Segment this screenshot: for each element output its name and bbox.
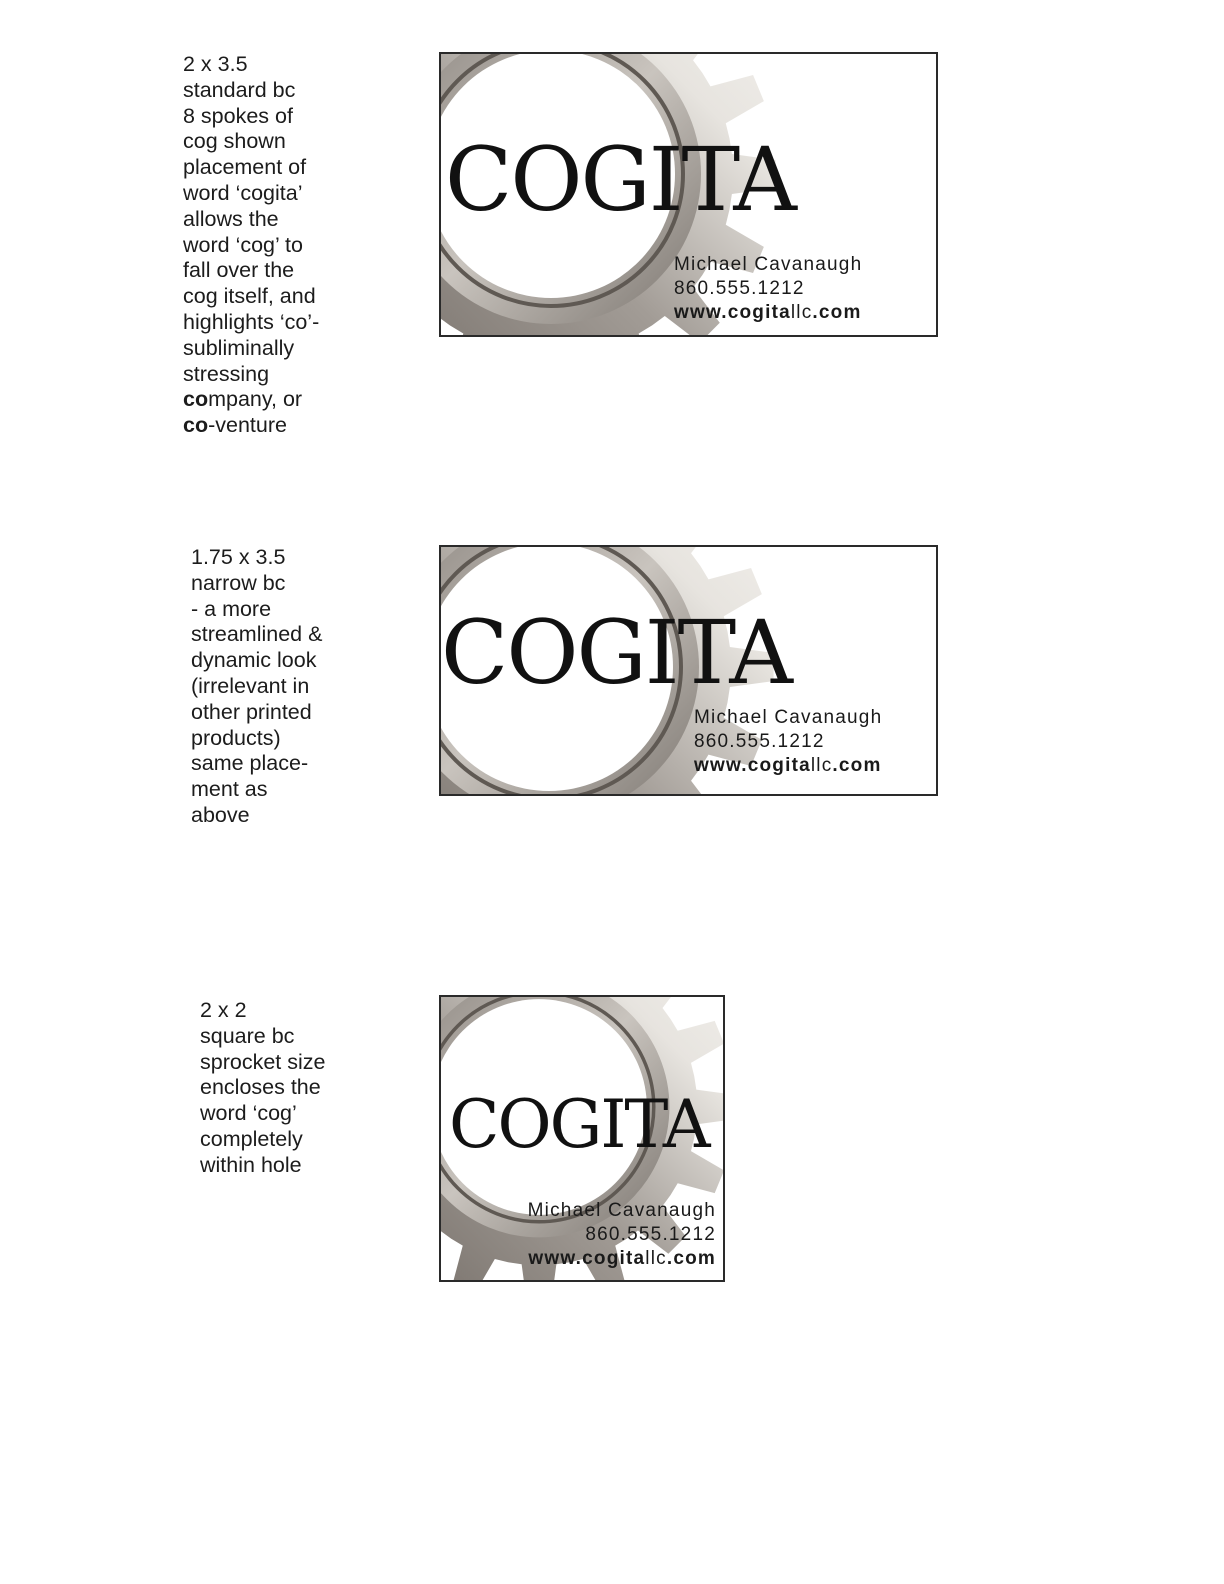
note-text: placement of [183,155,307,180]
note-emphasis: co [183,413,209,438]
note-line [183,78,319,104]
wordmark: COGITA [445,128,795,231]
note-line [200,1050,325,1076]
contact-phone: 860.555.1212 [694,731,825,752]
note-line [183,207,319,233]
note-text: subliminally [183,335,295,360]
note-line [191,597,322,623]
contact-phone: 860.555.1212 [674,278,805,299]
note-line [183,387,319,413]
note-text: square bc [200,1023,295,1048]
note-line [191,571,322,597]
note-line [200,1127,325,1153]
note-line [183,336,319,362]
contact-block [528,1199,716,1271]
note-line [191,751,322,777]
note-text: allows the [183,206,279,231]
note-text: within hole [200,1152,302,1177]
note-line [191,726,322,752]
note-line [183,52,319,78]
note-text: word ‘cogita’ [183,180,303,205]
note-text: sprocket size [200,1049,326,1074]
note-text: 2 x 3.5 [183,52,248,76]
note-line [183,258,319,284]
note-line [200,1101,325,1127]
note-text: streamlined & [191,622,323,647]
note-line [191,803,322,829]
note-line [191,622,322,648]
note-line [183,129,319,155]
note-text: dynamic look [191,648,317,673]
note-line [183,310,319,336]
note-line [191,545,322,571]
contact-block [694,706,882,778]
contact-name: Michael Cavanaugh [674,254,863,275]
note-text: word ‘cog’ [200,1101,297,1126]
note-line [183,233,319,259]
note-text: other printed [191,699,312,724]
note-text: -venture [208,413,287,438]
note-text: cog shown [183,129,286,154]
note-line [183,104,319,130]
contact-name: Michael Cavanaugh [527,1200,716,1221]
note-line [183,181,319,207]
note-text: 1.75 x 3.5 [191,545,286,569]
note-text: products) [191,725,281,750]
note-text: narrow bc [191,570,286,595]
note-line [200,1024,325,1050]
note-line [183,284,319,310]
note-text: completely [200,1126,303,1151]
note-line [183,155,319,181]
note-line [200,1075,325,1101]
note-text: ment as [191,777,268,802]
note-line [191,777,322,803]
note-square-card [200,998,325,1179]
wordmark: COGITA [441,601,791,704]
note-text: - a more [191,596,272,621]
business-card-narrow [439,545,938,796]
note-line [183,413,319,439]
note-line [183,362,319,388]
note-text: word ‘cog’ to [183,232,303,257]
note-standard-card [183,52,319,439]
note-line [191,700,322,726]
note-emphasis: co [183,387,209,412]
note-text: stressing [183,361,270,386]
contact-block [674,253,862,325]
note-line [191,674,322,700]
business-card-square [439,995,725,1282]
wordmark: COGITA [449,1086,709,1163]
contact-phone: 860.555.1212 [585,1224,716,1245]
contact-website: www.cogitallc.com [694,755,882,776]
note-line [191,648,322,674]
note-narrow-card [191,545,322,829]
note-text: 8 spokes of [183,103,293,128]
note-text: standard bc [183,77,296,102]
note-line [200,1153,325,1179]
note-text: (irrelevant in [191,673,310,698]
note-text: highlights ‘co’- [183,309,320,334]
contact-website: www.cogitallc.com [528,1248,716,1269]
note-text: same place- [191,751,309,776]
note-text: mpany, or [208,387,303,412]
note-text: above [191,802,250,827]
note-line [200,998,325,1024]
note-text: fall over the [183,258,295,283]
note-text: encloses the [200,1075,321,1100]
note-text: cog itself, and [183,284,316,309]
business-card-standard [439,52,938,337]
note-text: 2 x 2 [200,998,247,1022]
contact-website: www.cogitallc.com [674,302,862,323]
contact-name: Michael Cavanaugh [694,707,883,728]
